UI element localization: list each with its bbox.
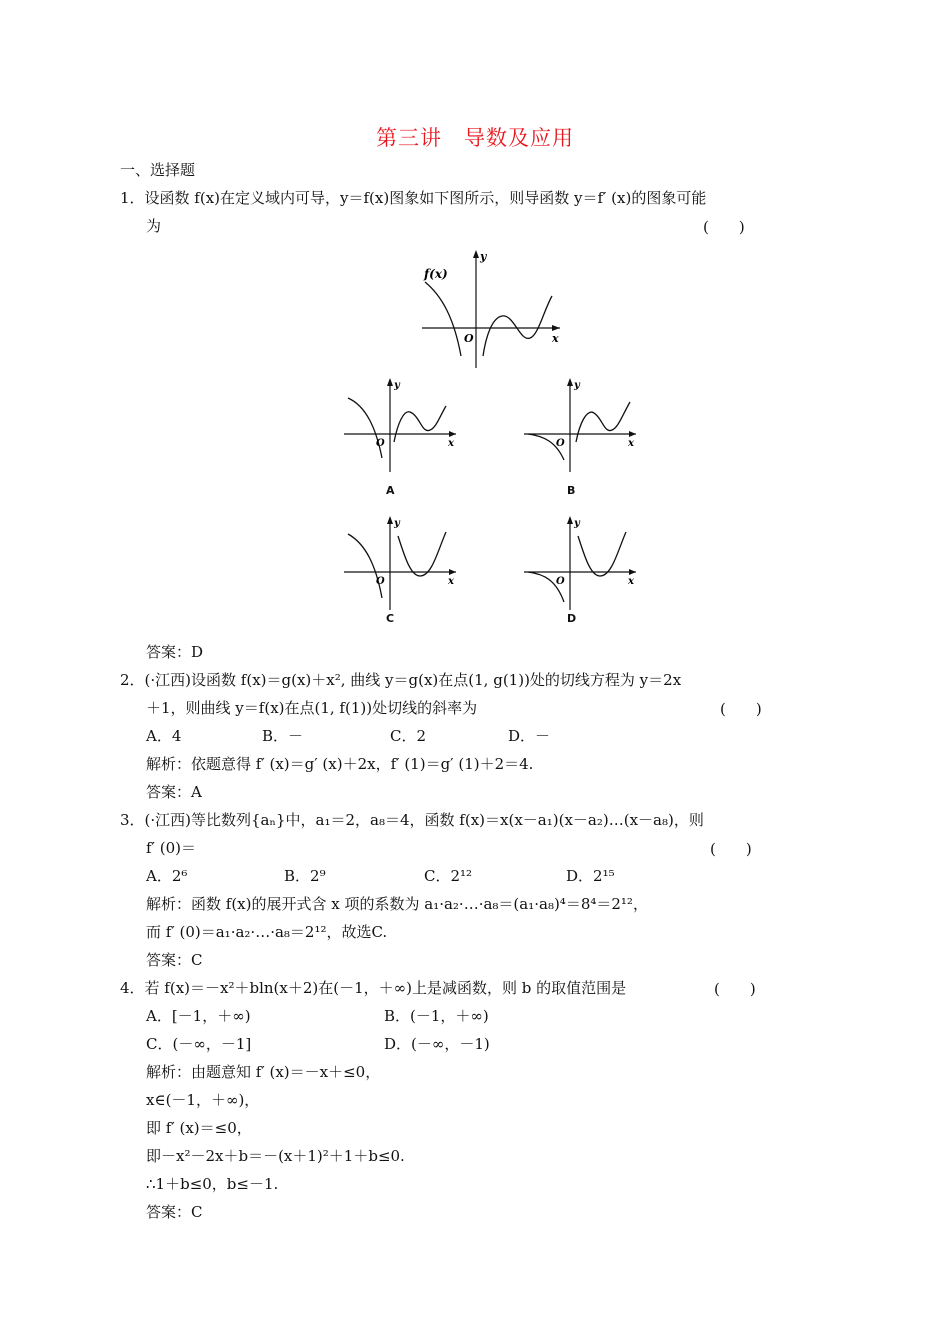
q2-stem-line2: ＋1，则曲线 y＝f(x)在点(1, f(1))处切线的斜率为: [146, 699, 478, 717]
page-title: 第三讲 导数及应用: [376, 126, 574, 150]
option-d-graph[interactable]: [522, 514, 640, 612]
x-label: x: [552, 332, 559, 345]
fx-label: f(x): [424, 267, 448, 281]
svg-text:O: O: [376, 576, 385, 587]
section-heading: 一、选择题: [120, 161, 196, 179]
q2-stem-line1: 2．(·江西)设函数 f(x)＝g(x)＋x², 曲线 y＝g(x)在点(1, g(1))处的切线方程为 y＝2x: [120, 671, 682, 689]
q4-stem: 4．若 f(x)＝－x²＋bln(x＋2)在(－1，＋∞)上是减函数，则 b 的取值范围是: [120, 979, 627, 997]
svg-text:x: x: [448, 576, 454, 587]
q1-stem-line1: 1．设函数 f(x)在定义域内可导，y＝f(x)图象如下图所示，则导函数 y＝f′ (x)的图象可能: [120, 189, 707, 207]
svg-text:y: y: [394, 518, 400, 529]
main-function-graph: [412, 246, 564, 372]
q2-answer-blank: ( ): [720, 700, 762, 718]
svg-text:O: O: [376, 438, 385, 449]
q4-answer-blank: ( ): [714, 980, 756, 998]
curve-right-branch: [483, 296, 552, 356]
svg-text:y: y: [574, 518, 580, 529]
q2-option-d[interactable]: D．－: [508, 727, 551, 745]
q1-answer: 答案：D: [146, 643, 204, 661]
q3-stem-line2: f′ (0)＝: [146, 839, 196, 857]
q4-analysis-line1: 解析：由题意知 f′ (x)＝－x＋≤0，: [146, 1063, 381, 1081]
svg-text:y: y: [394, 380, 400, 391]
q4-analysis-line4: 即－x²－2x＋b＝－(x＋1)²＋1＋b≤0.: [146, 1147, 405, 1165]
option-a-graph[interactable]: [342, 376, 460, 474]
q2-option-b[interactable]: B．－: [262, 727, 304, 745]
y-label: y: [480, 250, 487, 263]
option-c-graph[interactable]: [342, 514, 460, 612]
q1-stem-line2: 为: [146, 217, 162, 235]
q4-option-a[interactable]: A．[－1，＋∞): [146, 1007, 251, 1025]
q4-option-b[interactable]: B．(－1，＋∞): [384, 1007, 489, 1025]
q4-analysis-line3: 即 f′ (x)＝≤0，: [146, 1119, 252, 1137]
svg-text:O: O: [556, 438, 565, 449]
y-axis-arrow: [473, 250, 479, 258]
q3-analysis-line2: 而 f′ (0)＝a₁·a₂·…·a₈＝2¹²，故选C.: [146, 923, 388, 941]
svg-text:O: O: [556, 576, 565, 587]
q4-analysis-line5: ∴1＋b≤0，b≤－1.: [146, 1175, 279, 1193]
q3-option-c[interactable]: C．2¹²: [424, 867, 473, 885]
q1-answer-blank: ( ): [703, 218, 745, 236]
option-a-label: A: [386, 484, 395, 497]
x-axis-arrow: [552, 325, 560, 331]
q3-answer: 答案：C: [146, 951, 203, 969]
svg-text:x: x: [628, 438, 634, 449]
q3-option-b[interactable]: B．2⁹: [284, 867, 326, 885]
option-d-label: D: [567, 612, 577, 625]
q3-option-a[interactable]: A．2⁶: [146, 867, 188, 885]
q3-option-d[interactable]: D．2¹⁵: [566, 867, 615, 885]
q2-option-a[interactable]: A．4: [146, 727, 182, 745]
q3-stem-line1: 3．(·江西)等比数列{aₙ}中，a₁＝2，a₈＝4，函数 f(x)＝x(x－a₁)(x－a₂)…(x－a₈)，则: [120, 811, 704, 829]
option-c-label: C: [386, 612, 395, 625]
curve-left-branch: [425, 282, 461, 356]
q3-answer-blank: ( ): [710, 840, 752, 858]
svg-text:y: y: [574, 380, 580, 391]
q2-option-c[interactable]: C．2: [390, 727, 427, 745]
q4-answer: 答案：C: [146, 1203, 203, 1221]
origin-label: O: [464, 332, 474, 345]
svg-text:x: x: [448, 438, 454, 449]
q3-analysis-line1: 解析：函数 f(x)的展开式含 x 项的系数为 a₁·a₂·…·a₈＝(a₁·a₈)⁴＝8⁴＝2¹²，: [146, 895, 648, 913]
svg-text:x: x: [628, 576, 634, 587]
q4-option-c[interactable]: C．(－∞，－1]: [146, 1035, 252, 1053]
q4-option-d[interactable]: D．(－∞，－1): [384, 1035, 490, 1053]
option-b-graph[interactable]: [522, 376, 640, 474]
q2-analysis: 解析：依题意得 f′ (x)＝g′ (x)＋2x，f′ (1)＝g′ (1)＋2＝4.: [146, 755, 534, 773]
option-b-label: B: [567, 484, 576, 497]
q2-answer: 答案：A: [146, 783, 202, 801]
q4-analysis-line2: x∈(－1，＋∞)，: [146, 1091, 260, 1109]
